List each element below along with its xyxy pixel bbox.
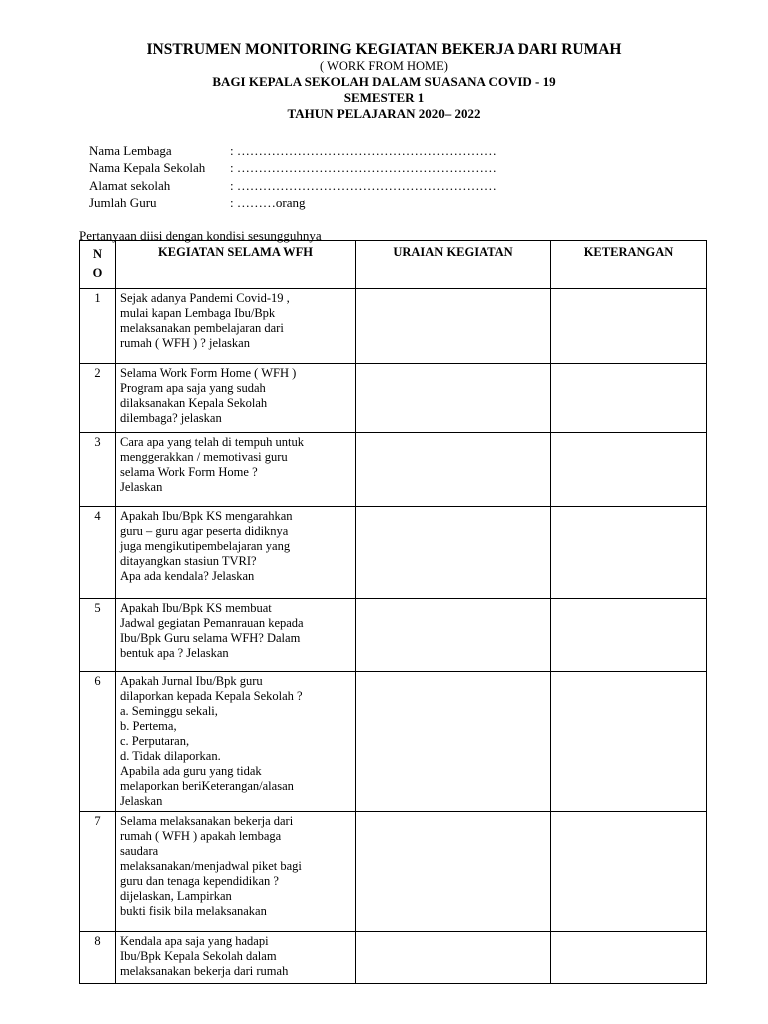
field-value: : ……………………………………………………	[230, 143, 497, 158]
header-keterangan: KETERANGAN	[551, 241, 707, 289]
row-number: 4	[80, 507, 116, 599]
header-no-line1: N	[92, 247, 103, 261]
header-no	[80, 241, 116, 289]
table-row	[80, 672, 707, 812]
row-question: Selama melaksanakan bekerja dari rumah ( WFH ) apakah lembaga saudara melaksanakan/menjadwal piket bagi guru dan tenaga kependidikan ? dijelaskan, Lampirkan bukti fisik bila melaksanakan	[116, 812, 356, 932]
uraian-cell[interactable]	[356, 672, 551, 812]
row-number: 3	[80, 433, 116, 507]
uraian-cell[interactable]	[356, 932, 551, 984]
keterangan-cell[interactable]	[551, 364, 707, 433]
uraian-cell[interactable]	[356, 507, 551, 599]
field-value: : ……………………………………………………	[230, 160, 497, 176]
keterangan-cell[interactable]	[551, 672, 707, 812]
row-number: 8	[80, 932, 116, 984]
monitoring-table	[79, 240, 707, 984]
field-alamat-sekolah	[89, 177, 497, 194]
uraian-cell[interactable]	[356, 812, 551, 932]
row-question: Kendala apa saja yang hadapi Ibu/Bpk Kepala Sekolah dalam melaksanakan bekerja dari rumah	[116, 932, 356, 984]
row-number: 2	[80, 364, 116, 433]
row-question: Selama Work Form Home ( WFH ) Program apa saja yang sudah dilaksanakan Kepala Sekolah dilembaga? jelaskan	[116, 364, 356, 433]
table-row	[80, 364, 707, 433]
row-question: Apakah Ibu/Bpk KS mengarahkan guru – guru agar peserta didiknya juga mengikutipembelajaran yang ditayangkan stasiun TVRI? Apa ada kendala? Jelaskan	[116, 507, 356, 599]
header-no-line2: O	[92, 266, 103, 280]
field-label: Jumlah Guru	[89, 194, 157, 210]
row-question: Sejak adanya Pandemi Covid-19 , mulai kapan Lembaga Ibu/Bpk melaksanakan pembelajaran dari rumah ( WFH ) ? jelaskan	[116, 289, 356, 364]
document-semester: SEMESTER 1	[343, 90, 425, 105]
header-kegiatan: KEGIATAN SELAMA WFH	[116, 241, 356, 289]
row-number: 1	[80, 289, 116, 364]
uraian-cell[interactable]	[356, 433, 551, 507]
instruction-text: Pertanyaan diisi dengan kondisi sesungguhnya	[79, 228, 322, 243]
row-number: 7	[80, 812, 116, 932]
field-label: Alamat sekolah	[89, 177, 171, 193]
row-question: Apakah Ibu/Bpk KS membuat Jadwal gegiatan Pemanrauan kepada Ibu/Bpk Guru selama WFH? Dalam bentuk apa ? Jelaskan	[116, 599, 356, 672]
title-block	[0, 42, 768, 122]
keterangan-cell[interactable]	[551, 599, 707, 672]
keterangan-cell[interactable]	[551, 812, 707, 932]
row-question: Apakah Jurnal Ibu/Bpk guru dilaporkan kepada Kepala Sekolah ? a. Seminggu sekali, b. Pertema, c. Perputaran, d. Tidak dilaporkan. Apabila ada guru yang tidak melaporkan beriKeterangan/alasan Jelaskan	[116, 672, 356, 812]
field-value: : ………orang	[230, 194, 306, 210]
table-row	[80, 289, 707, 364]
table-row	[80, 599, 707, 672]
keterangan-cell[interactable]	[551, 433, 707, 507]
uraian-cell[interactable]	[356, 599, 551, 672]
field-label: Nama Lembaga	[89, 143, 172, 158]
table-row	[80, 507, 707, 599]
document-year: TAHUN PELAJARAN 2020– 2022	[287, 106, 481, 121]
document-subtitle: ( WORK FROM HOME)	[320, 59, 448, 73]
table-row	[80, 812, 707, 932]
identity-fields	[89, 142, 497, 211]
field-nama-lembaga	[89, 142, 497, 159]
row-number: 6	[80, 672, 116, 812]
row-question: Cara apa yang telah di tempuh untuk menggerakkan / memotivasi guru selama Work Form Home ? Jelaskan	[116, 433, 356, 507]
header-uraian: URAIAN KEGIATAN	[356, 241, 551, 289]
field-value: : ……………………………………………………	[230, 177, 497, 193]
document-target: BAGI KEPALA SEKOLAH DALAM SUASANA COVID - 19	[212, 74, 556, 89]
table-row	[80, 433, 707, 507]
row-number: 5	[80, 599, 116, 672]
keterangan-cell[interactable]	[551, 507, 707, 599]
field-nama-kepala-sekolah	[89, 159, 497, 176]
field-jumlah-guru	[89, 194, 497, 211]
uraian-cell[interactable]	[356, 364, 551, 433]
table-row	[80, 932, 707, 984]
keterangan-cell[interactable]	[551, 932, 707, 984]
table-header-row	[80, 241, 707, 289]
field-label: Nama Kepala Sekolah	[89, 160, 206, 176]
document-title: INSTRUMEN MONITORING KEGIATAN BEKERJA DARI RUMAH	[146, 41, 622, 58]
keterangan-cell[interactable]	[551, 289, 707, 364]
uraian-cell[interactable]	[356, 289, 551, 364]
